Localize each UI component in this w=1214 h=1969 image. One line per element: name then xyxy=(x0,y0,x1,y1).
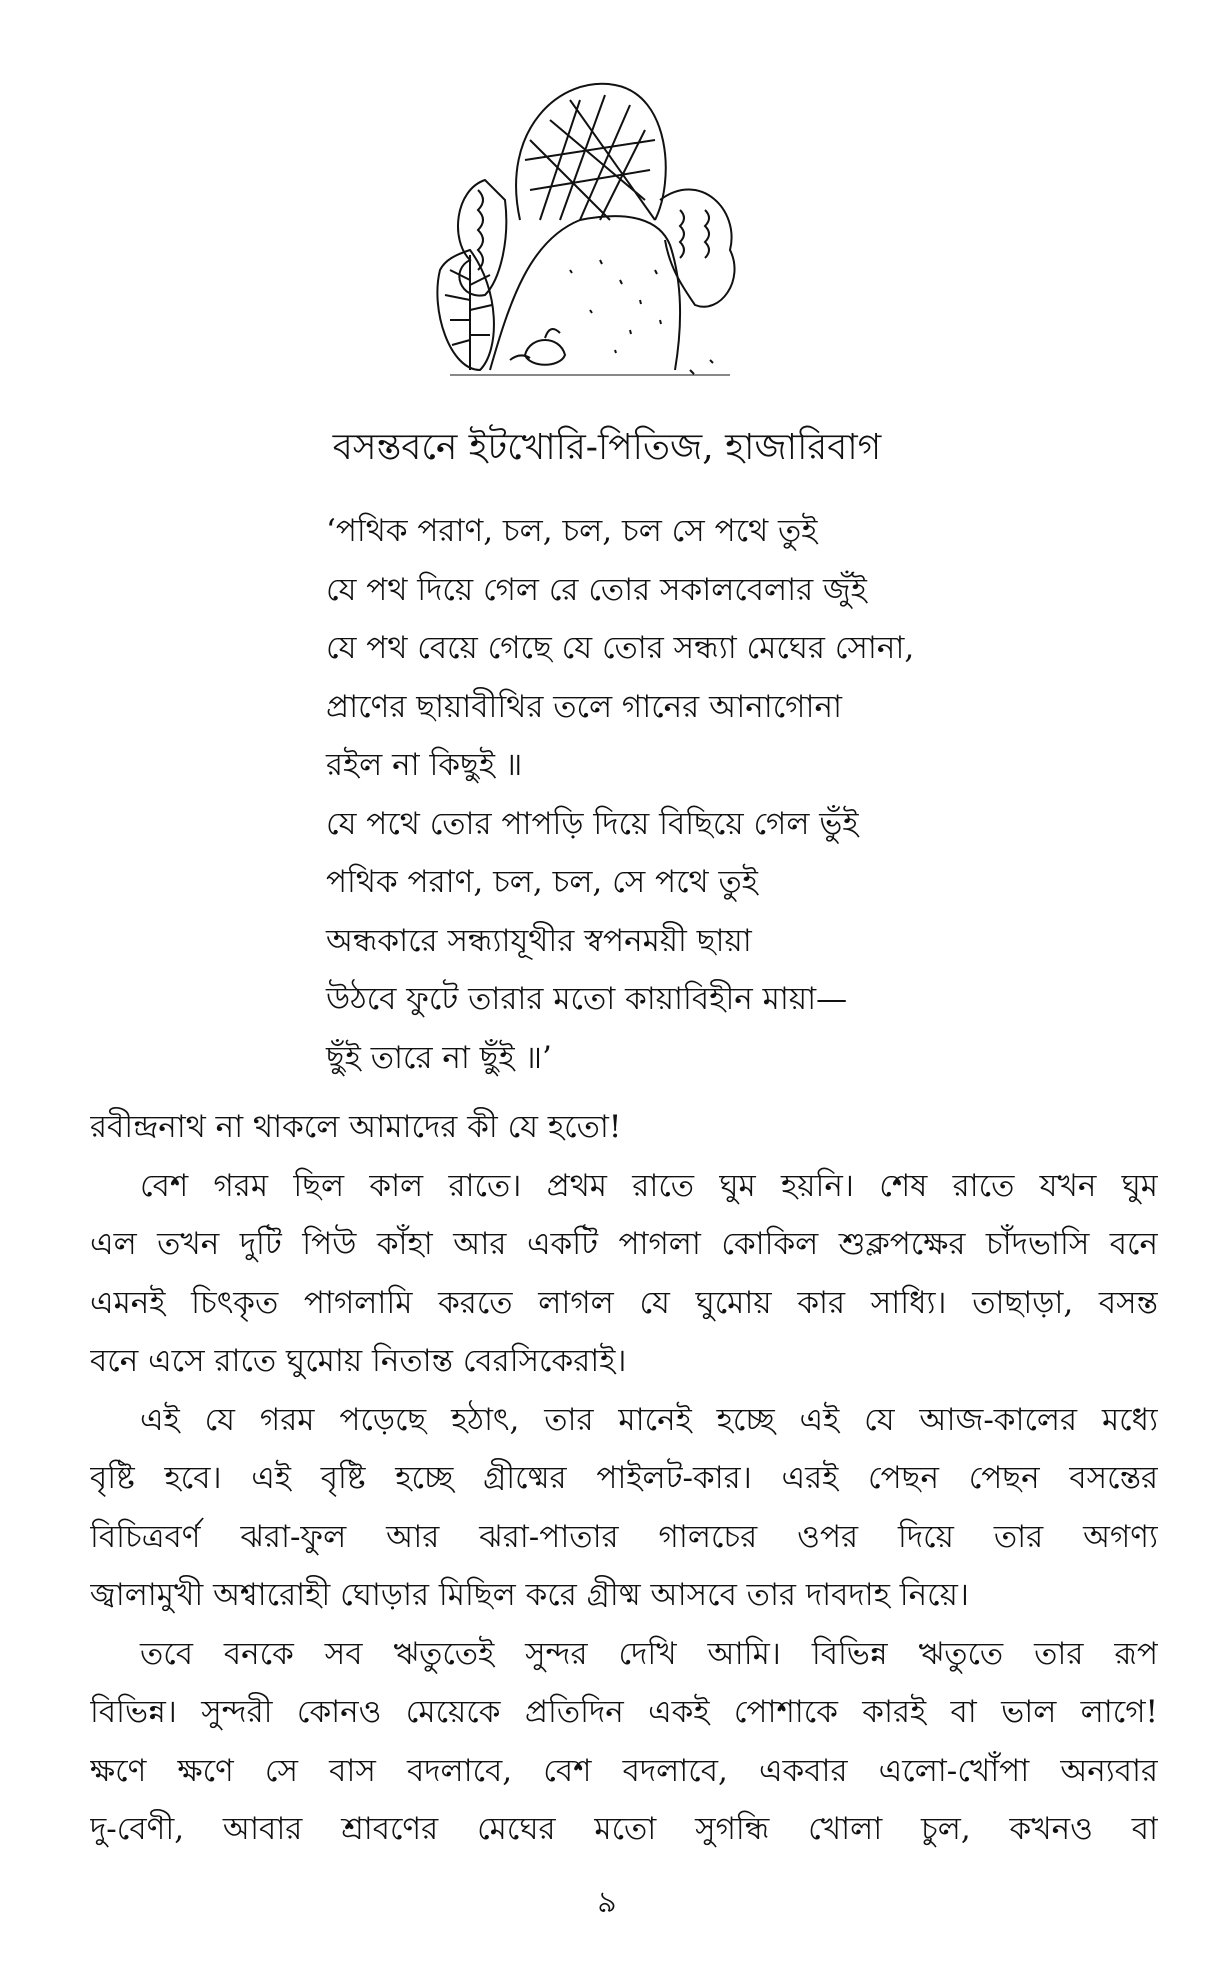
poem-line: যে পথে তোর পাপড়ি দিয়ে বিছিয়ে গেল ভুঁই xyxy=(326,805,859,842)
poem-line: অন্ধকারে সন্ধ্যাযূথীর স্বপনময়ী ছায়া xyxy=(326,922,752,959)
poem-line: ছুঁই তারে না ছুঁই ॥’ xyxy=(326,1039,552,1076)
poem-line: পথিক পরাণ, চল, চল, সে পথে তুই xyxy=(326,864,758,900)
body-line: এল তখন দুটি পিউ কাঁহা আর একটি পাগলা কোকিল শুক্লপক্ষের চাঁদভাসি বনে xyxy=(90,1226,1158,1262)
body-line: বিভিন্ন। সুন্দরী কোনও মেয়েকে প্রতিদিন একই পোশাকে কারই বা ভাল লাগে! xyxy=(90,1694,1158,1730)
poem-quote xyxy=(326,502,1066,1087)
poem-line: প্রাণের ছায়াবীথির তলে গানের আনাগোনা xyxy=(326,688,842,725)
page-number: ৯ xyxy=(597,1885,617,1920)
body-line: তবে বনকে সব ঋতুতেই সুন্দর দেখি আমি। বিভিন্ন ঋতুতে তার রূপ xyxy=(140,1635,1158,1672)
body-line: বৃষ্টি হবে। এই বৃষ্টি হচ্ছে গ্রীষ্মের পাইলট-কার। এরই পেছন পেছন বসন্তের xyxy=(90,1460,1158,1496)
body-line: এমনই চিৎকৃত পাগলামি করতে লাগল যে ঘুমোয় কার সাধ্যি। তাছাড়া, বসন্ত xyxy=(90,1284,1158,1321)
body-line: রবীন্দ্রনাথ না থাকলে আমাদের কী যে হতো! xyxy=(90,1109,622,1145)
chapter-title: বসন্তবনে ইটখোরি-পিতিজ, হাজারিবাগ xyxy=(332,427,882,468)
poem-line: যে পথ বেয়ে গেছে যে তোর সন্ধ্যা মেঘের সোনা, xyxy=(326,630,915,666)
poem-line: রইল না কিছুই ॥ xyxy=(326,747,523,783)
forest-rock-illustration xyxy=(430,70,750,390)
body-line: বনে এসে রাতে ঘুমোয় নিতান্ত বেরসিকেরাই। xyxy=(90,1343,627,1379)
body-line: বেশ গরম ছিল কাল রাতে। প্রথম রাতে ঘুম হয়নি। শেষ রাতে যখন ঘুম xyxy=(140,1167,1158,1204)
poem-line: উঠবে ফুটে তারার মতো কায়াবিহীন মায়া— xyxy=(326,981,848,1017)
body-text xyxy=(90,1098,1158,1859)
body-line: জ্বালামুখী অশ্বারোহী ঘোড়ার মিছিল করে গ্রীষ্ম আসবে তার দাবদাহ নিয়ে। xyxy=(90,1577,969,1613)
body-line: ক্ষণে ক্ষণে সে বাস বদলাবে, বেশ বদলাবে, একবার এলো-খোঁপা অন্যবার xyxy=(90,1752,1158,1789)
body-line: এই যে গরম পড়েছে হঠাৎ, তার মানেই হচ্ছে এই যে আজ-কালের মধ্যে xyxy=(140,1401,1158,1438)
poem-line: যে পথ দিয়ে গেল রে তোর সকালবেলার জুঁই xyxy=(326,571,867,608)
body-line: বিচিত্রবর্ণ ঝরা-ফুল আর ঝরা-পাতার গালচের ওপর দিয়ে তার অগণ্য xyxy=(90,1518,1158,1555)
body-line: দু-বেণী, আবার শ্রাবণের মেঘের মতো সুগন্ধি খোলা চুল, কখনও বা xyxy=(90,1811,1158,1847)
poem-line: ‘পথিক পরাণ, চল, চল, চল সে পথে তুই xyxy=(326,513,818,549)
